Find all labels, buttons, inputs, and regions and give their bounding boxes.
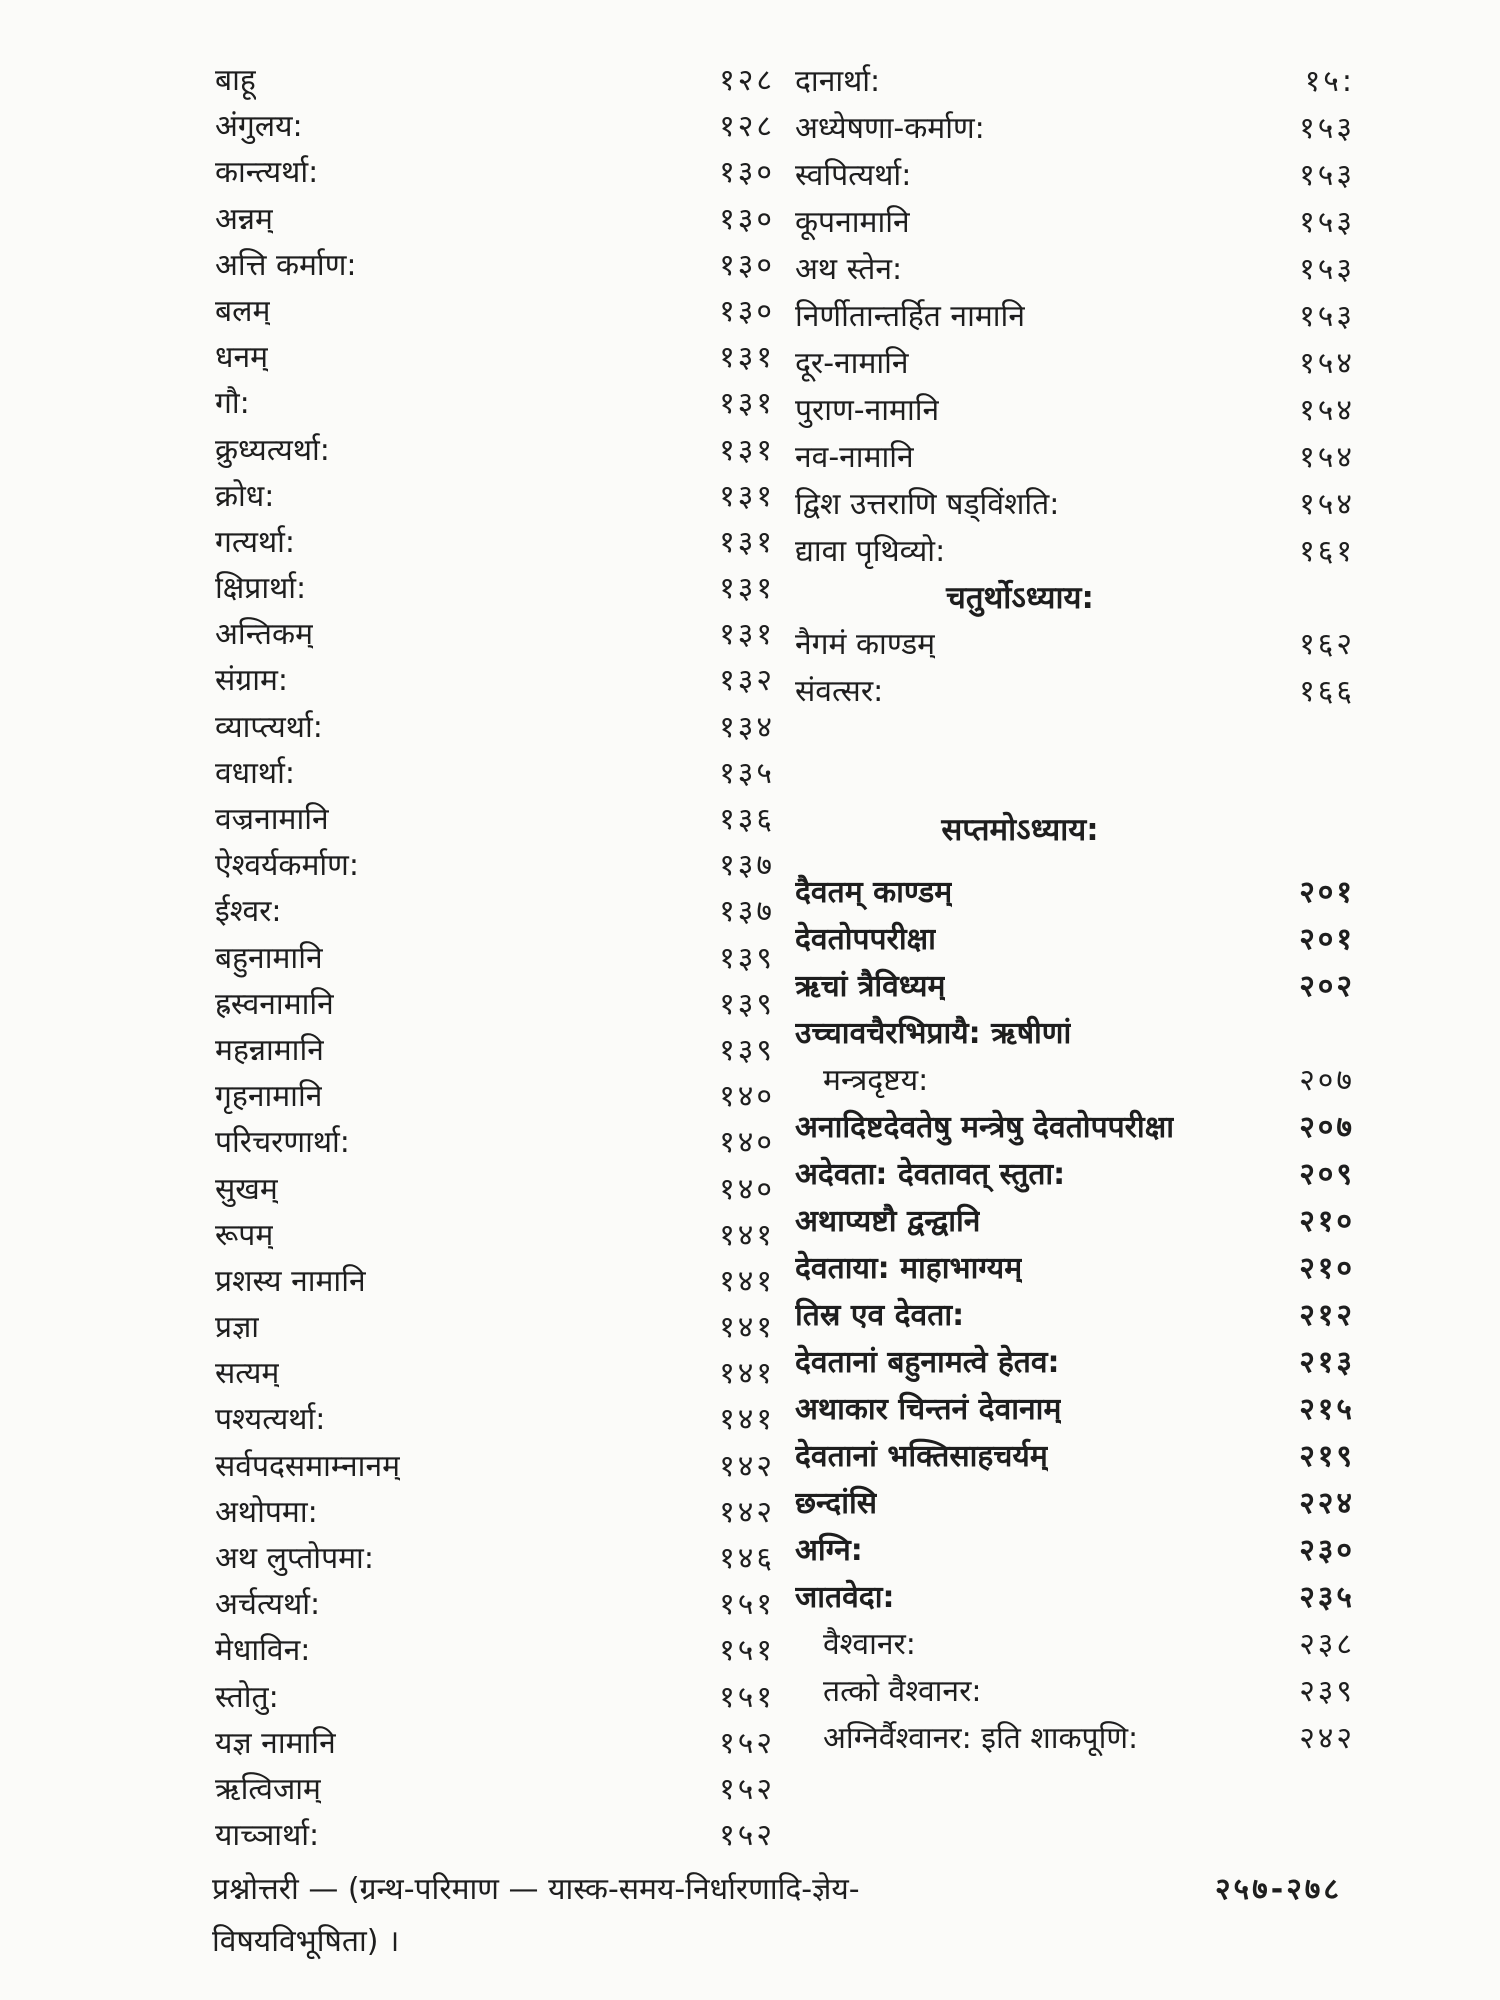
entry-term: ऐश्वर्यकर्माण:: [215, 848, 359, 884]
entry-term: अथोपमा:: [215, 1494, 318, 1530]
entry-page: १३१: [719, 340, 775, 376]
entry-term: प्रशस्य नामानि: [215, 1263, 366, 1299]
entry-page: १३९: [719, 1032, 775, 1068]
index-entry: [795, 434, 1355, 481]
entry-page: १३१: [719, 478, 775, 514]
chapter-heading-4: चतुर्थोऽध्याय:: [946, 580, 1094, 616]
entry-term: द्विश उत्तराणि षड्विंशति:: [795, 487, 1060, 522]
entry-page: १५२: [719, 1725, 775, 1761]
entry-page: १५४: [1299, 346, 1355, 381]
entry-page: १५३: [1299, 111, 1355, 146]
entry-term: अनादिष्टदेवतेषु मन्त्रेषु देवतोपपरीक्षा: [795, 1110, 1174, 1145]
entry-page: १२८: [719, 109, 775, 145]
index-entry: [795, 528, 1355, 575]
entry-term: रूपम्: [215, 1217, 274, 1253]
index-entry: [795, 58, 1355, 105]
entry-term: देवताया: माहाभाग्यम्: [795, 1251, 1023, 1286]
entry-page: २४२: [1299, 1721, 1355, 1756]
entry-term: निर्णीतान्तर्हित नामानि: [795, 299, 1025, 334]
entry-term: तिस्र एव देवता:: [795, 1298, 965, 1333]
entry-page: १३०: [719, 293, 775, 329]
index-entry: [215, 197, 775, 243]
entry-term: क्रोध:: [215, 478, 275, 514]
index-entry: [215, 566, 775, 612]
index-entry: [215, 1767, 775, 1813]
entry-page: १३१: [719, 524, 775, 560]
entry-page: १३१: [719, 617, 775, 653]
entry-term: ऋत्विजाम्: [215, 1771, 321, 1807]
entry-term: ऋचां त्रैविध्यम्: [795, 969, 946, 1004]
entry-page: १५४: [1299, 440, 1355, 475]
index-entry: [215, 1721, 775, 1767]
entry-term: उच्चावचैरभिप्रायै: ऋषीणां: [795, 1016, 1072, 1051]
entry-page: १४२: [719, 1494, 775, 1530]
entry-term: सर्वपदसमाम्नानम्: [215, 1448, 401, 1484]
index-entry: [795, 1386, 1355, 1433]
entry-page: १३७: [719, 894, 775, 930]
entry-term: ईश्वर:: [215, 894, 282, 930]
entry-page: १३५: [719, 755, 775, 791]
footer-pages: २५७-२७८: [1214, 1872, 1342, 1907]
entry-term: यज्ञ नामानि: [215, 1725, 336, 1761]
entry-page: १५२: [719, 1818, 775, 1854]
entry-term: नव-नामानि: [795, 440, 914, 475]
index-entry: [215, 1167, 775, 1213]
entry-page: १५१: [719, 1633, 775, 1669]
index-entry: [795, 621, 1355, 668]
entry-page: १५१: [719, 1587, 775, 1623]
index-entry: [215, 705, 775, 751]
entry-page: १३२: [719, 663, 775, 699]
entry-page: २१०: [1299, 1251, 1355, 1286]
entry-page: १४१: [719, 1310, 775, 1346]
index-entry: [215, 612, 775, 658]
entry-page: १३९: [719, 986, 775, 1022]
entry-page: १३६: [719, 802, 775, 837]
entry-page: १५३: [1299, 205, 1355, 240]
index-entry: [795, 293, 1355, 340]
index-entry: [215, 1582, 775, 1628]
entry-page: १५३: [1299, 158, 1355, 193]
entry-term: अग्निर्वैश्वानर: इति शाकपूणि:: [823, 1721, 1139, 1756]
entry-page: १२८: [719, 63, 775, 98]
index-entry: [795, 1715, 1355, 1762]
entry-term: स्वपित्यर्था:: [795, 158, 912, 193]
entry-term: अध्येषणा-कर्माण:: [795, 111, 985, 146]
index-entry: [215, 1305, 775, 1351]
index-entry: [215, 843, 775, 889]
entry-page: १६२: [1299, 627, 1355, 662]
index-entry: [215, 797, 775, 843]
index-entry: [795, 246, 1355, 293]
entry-page: १४२: [719, 1448, 775, 1484]
index-entry: [215, 1490, 775, 1536]
entry-page: २०९: [1299, 1157, 1355, 1192]
entry-term: अन्नम्: [215, 201, 273, 237]
index-entry: [215, 1813, 775, 1859]
entry-page: १४६: [719, 1541, 775, 1576]
index-entry: [795, 916, 1355, 963]
entry-term: संग्राम:: [215, 663, 289, 699]
entry-page: १६६: [1299, 674, 1355, 709]
index-entry: [795, 340, 1355, 387]
index-entry: [215, 520, 775, 566]
entry-term: जातवेदा:: [795, 1580, 895, 1615]
entry-term: बलम्: [215, 293, 271, 329]
entry-term: स्तोतु:: [215, 1679, 279, 1715]
index-entry: [795, 1621, 1355, 1668]
index-entry: [795, 1433, 1355, 1480]
entry-term: देवतानां भक्तिसाहचर्यम्: [795, 1439, 1048, 1474]
index-entry: [215, 150, 775, 196]
entry-term: प्रज्ञा: [215, 1310, 260, 1346]
footer-note: [212, 1864, 1342, 1968]
index-entry: [795, 1245, 1355, 1292]
entry-term: ह्रस्वनामानि: [215, 986, 334, 1022]
entry-page: २३८: [1299, 1627, 1355, 1662]
entry-page: १३१: [719, 571, 775, 607]
index-entry: [795, 1480, 1355, 1527]
entry-term: बाहू: [215, 63, 256, 98]
index-entry: [795, 668, 1355, 715]
index-entry: [795, 1574, 1355, 1621]
entry-term: द्यावा पृथिव्यो:: [795, 534, 946, 569]
index-entry: [795, 1339, 1355, 1386]
entry-page: २१२: [1299, 1298, 1355, 1333]
entry-page: १४१: [719, 1402, 775, 1438]
entry-term: दैवतम् काण्डम्: [795, 875, 953, 910]
footer-line-1: प्रश्नोत्तरी — (ग्रन्थ-परिमाण — यास्क-समय-निर्धारणादि-ज्ञेय-: [212, 1872, 860, 1907]
entry-term: अर्चत्यर्था:: [215, 1587, 321, 1623]
entry-term: देवतोपपरीक्षा: [795, 922, 936, 957]
index-entry: [795, 1668, 1355, 1715]
entry-page: १५४: [1299, 487, 1355, 522]
entry-term: क्षिप्रार्था:: [215, 571, 307, 607]
entry-term: दानार्था:: [795, 64, 881, 99]
entry-term: अग्नि:: [795, 1533, 863, 1568]
index-entry: [795, 199, 1355, 246]
entry-term: अथाप्यष्टौ द्वन्द्वानि: [795, 1204, 981, 1239]
entry-term: क्रुध्यत्यर्था:: [215, 432, 330, 468]
index-entry: [215, 381, 775, 427]
index-entry: [215, 1120, 775, 1166]
entry-page: १४१: [719, 1263, 775, 1299]
entry-term: दूर-नामानि: [795, 346, 909, 381]
index-entry: [215, 335, 775, 381]
index-entry: [215, 982, 775, 1028]
index-entry: [215, 1675, 775, 1721]
index-entry: [215, 658, 775, 704]
index-entry: [795, 1057, 1355, 1104]
entry-page: १४०: [719, 1079, 775, 1115]
index-entry: [215, 1444, 775, 1490]
entry-term: अदेवता: देवतावत् स्तुता:: [795, 1157, 1066, 1192]
entry-page: १३०: [719, 247, 775, 283]
index-entry: [795, 387, 1355, 434]
index-entry: [795, 105, 1355, 152]
entry-page: २०१: [1299, 922, 1355, 957]
entry-page: १५:: [1304, 64, 1355, 99]
entry-page: २३९: [1299, 1674, 1355, 1709]
index-entry: [215, 1397, 775, 1443]
entry-page: १३७: [719, 848, 775, 884]
index-entry: [795, 1104, 1355, 1151]
entry-term: गत्यर्था:: [215, 524, 296, 560]
index-entry: [215, 1536, 775, 1582]
entry-term: देवतानां बहुनामत्वे हेतव:: [795, 1345, 1060, 1380]
entry-page: १३९: [719, 940, 775, 976]
index-entry: [215, 1213, 775, 1259]
entry-term: गौ:: [215, 386, 250, 422]
entry-page: १३०: [719, 155, 775, 191]
entry-page: २०७: [1299, 1063, 1355, 1098]
entry-page: २१५: [1299, 1392, 1355, 1427]
entry-term: कान्त्यर्था:: [215, 155, 319, 191]
entry-term: मेधाविन:: [215, 1633, 311, 1669]
footer-line-2: विषयविभूषिता) ।: [212, 1924, 400, 1959]
index-entry: [795, 869, 1355, 916]
entry-page: १३४: [719, 709, 775, 745]
entry-page: १५३: [1299, 299, 1355, 334]
index-entry: [215, 1028, 775, 1074]
entry-page: १५२: [719, 1771, 775, 1807]
index-entry: [215, 1259, 775, 1305]
index-entry: [215, 1351, 775, 1397]
entry-page: २३०: [1299, 1533, 1355, 1568]
entry-page: २१०: [1299, 1204, 1355, 1239]
entry-term: छन्दांसि: [795, 1486, 878, 1521]
chapter-heading-7: सप्तमोऽध्याय:: [941, 812, 1099, 848]
entry-page: २०१: [1299, 875, 1355, 910]
index-left-column: [215, 58, 775, 1859]
entry-term: सत्यम्: [215, 1356, 280, 1392]
entry-term: वैश्वानर:: [823, 1627, 916, 1662]
entry-term: अंगुलय:: [215, 109, 303, 145]
index-entry: [215, 1074, 775, 1120]
entry-term: महन्नामानि: [215, 1032, 324, 1068]
index-entry: [795, 152, 1355, 199]
entry-term: संवत्सर:: [795, 674, 884, 709]
index-entry: [215, 936, 775, 982]
entry-term: परिचरणार्था:: [215, 1125, 350, 1161]
index-entry: [215, 58, 775, 104]
entry-term: याच्ञार्था:: [215, 1818, 320, 1854]
entry-term: अत्ति कर्माण:: [215, 247, 357, 283]
index-entry: [215, 1628, 775, 1674]
entry-term: अथाकार चिन्तनं देवानाम्: [795, 1392, 1062, 1427]
index-entry: [795, 963, 1355, 1010]
index-entry: [215, 104, 775, 150]
index-right-column: [795, 58, 1355, 1762]
entry-term: पुराण-नामानि: [795, 393, 940, 428]
entry-page: १४०: [719, 1171, 775, 1207]
entry-term: अथ स्तेन:: [795, 252, 903, 287]
entry-term: अथ लुप्तोपमा:: [215, 1541, 374, 1576]
entry-page: १५१: [719, 1679, 775, 1715]
entry-term: तत्को वैश्वानर:: [823, 1674, 982, 1709]
entry-term: व्याप्त्यर्था:: [215, 709, 323, 745]
entry-page: १५४: [1299, 393, 1355, 428]
entry-page: २१९: [1299, 1439, 1355, 1474]
entry-term: मन्त्रदृष्टय:: [823, 1063, 929, 1098]
entry-page: १४१: [719, 1356, 775, 1392]
entry-page: १६१: [1299, 534, 1355, 569]
entry-term: अन्तिकम्: [215, 617, 314, 653]
entry-term: गृहनामानि: [215, 1079, 323, 1115]
entry-term: वधार्था:: [215, 755, 295, 791]
entry-term: नैगमं काण्डम्: [795, 627, 936, 662]
entry-page: १४१: [719, 1217, 775, 1253]
entry-term: पश्यत्यर्था:: [215, 1402, 326, 1438]
entry-term: कूपनामानि: [795, 205, 910, 240]
index-entry: [795, 1527, 1355, 1574]
index-entry: [795, 481, 1355, 528]
index-entry: [215, 751, 775, 797]
entry-page: १५३: [1299, 252, 1355, 287]
index-entry: [795, 1292, 1355, 1339]
index-entry: [215, 889, 775, 935]
index-entry: [795, 1198, 1355, 1245]
entry-page: १३०: [719, 201, 775, 237]
entry-page: २०७: [1299, 1110, 1355, 1145]
entry-page: १३१: [719, 386, 775, 422]
entry-term: वज्रनामानि: [215, 802, 329, 837]
index-entry: [215, 243, 775, 289]
index-entry: [215, 474, 775, 520]
entry-page: १४०: [719, 1125, 775, 1161]
entry-page: २३५: [1299, 1580, 1355, 1615]
index-entry: [215, 289, 775, 335]
entry-term: सुखम्: [215, 1171, 278, 1207]
entry-term: धनम्: [215, 340, 269, 376]
index-entry: [795, 1010, 1355, 1057]
entry-page: २१३: [1299, 1345, 1355, 1380]
entry-page: २२४: [1299, 1486, 1355, 1521]
entry-page: १३१: [719, 432, 775, 468]
index-entry: [215, 428, 775, 474]
entry-term: बहुनामानि: [215, 940, 323, 976]
entry-page: २०२: [1299, 969, 1355, 1004]
index-entry: [795, 1151, 1355, 1198]
